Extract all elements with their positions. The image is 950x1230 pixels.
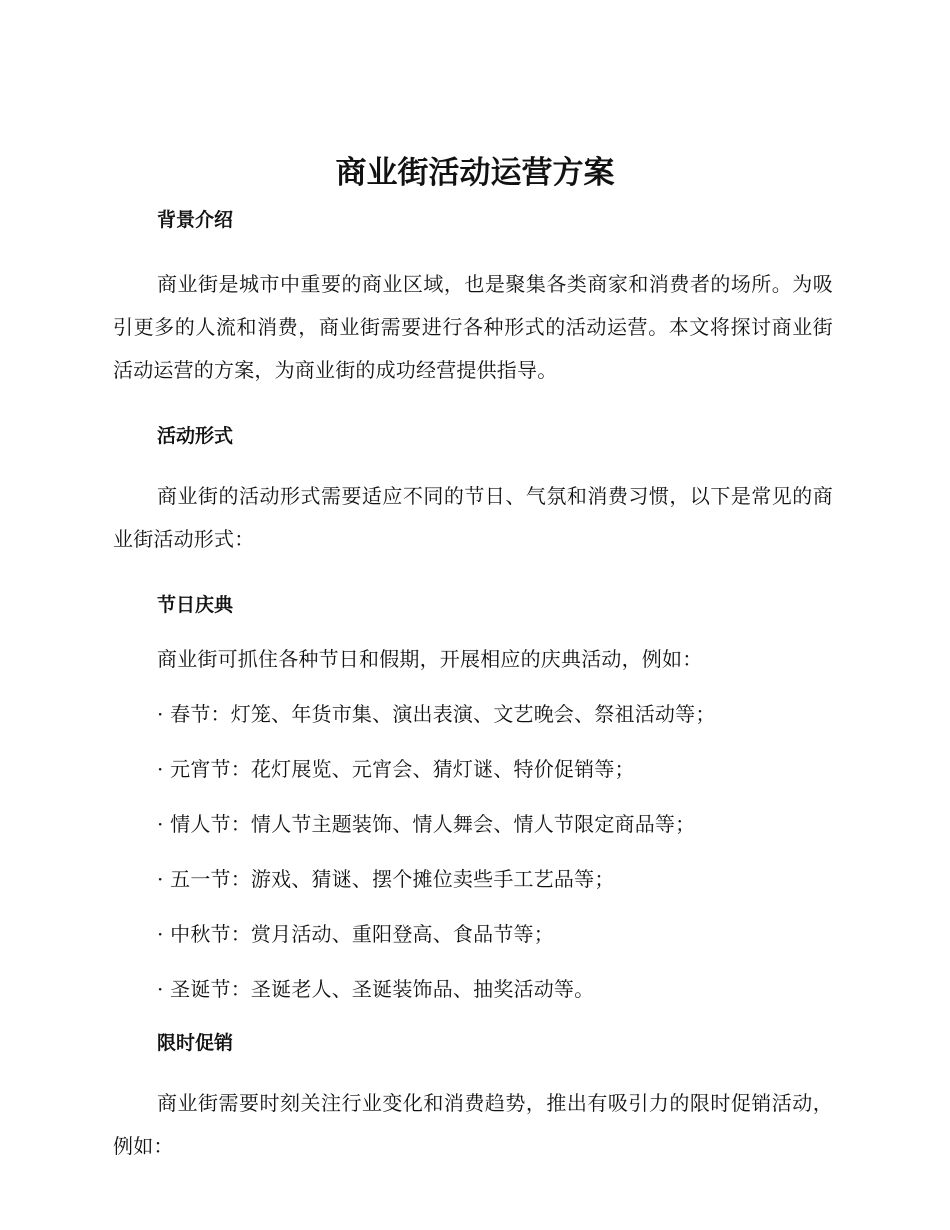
promotion-paragraph: 商业街需要时刻关注行业变化和消费趋势，推出有吸引力的限时促销活动，例如： xyxy=(113,1091,833,1158)
document-body xyxy=(113,196,833,1168)
list-item: · 中秋节：赏月活动、重阳登高、食品节等； xyxy=(157,922,554,946)
festival-list xyxy=(113,700,833,1003)
section-heading-background: 背景介绍 xyxy=(157,209,234,231)
background-paragraph: 商业街是城市中重要的商业区域，也是聚集各类商家和消费者的场所。为吸引更多的人流和消费，商业街需要进行各种形式的活动运营。本文将探讨商业街活动运营的方案，为商业街的成功经营提供指导。 xyxy=(113,272,833,382)
activity-forms-paragraph: 商业街的活动形式需要适应不同的节日、气氛和消费习惯，以下是常见的商业街活动形式： xyxy=(113,484,833,551)
section-heading-promotion: 限时促销 xyxy=(157,1032,234,1054)
list-item: · 圣诞节：圣诞老人、圣诞装饰品、抽奖活动等。 xyxy=(157,977,595,1001)
festival-intro: 商业街可抓住各种节日和假期，开展相应的庆典活动，例如： xyxy=(157,647,703,671)
list-item: · 五一节：游戏、猜谜、摆个摊位卖些手工艺品等； xyxy=(157,867,615,891)
section-heading-activity-forms: 活动形式 xyxy=(157,425,234,447)
list-item: · 元宵节：花灯展览、元宵会、猜灯谜、特价促销等； xyxy=(157,757,635,781)
list-item: · 春节：灯笼、年货市集、演出表演、文艺晚会、祭祖活动等； xyxy=(157,702,716,726)
document-title: 商业街活动运营方案 xyxy=(335,155,615,191)
section-heading-festival: 节日庆典 xyxy=(157,594,234,616)
list-item: · 情人节：情人节主题装饰、情人舞会、情人节限定商品等； xyxy=(157,812,696,836)
